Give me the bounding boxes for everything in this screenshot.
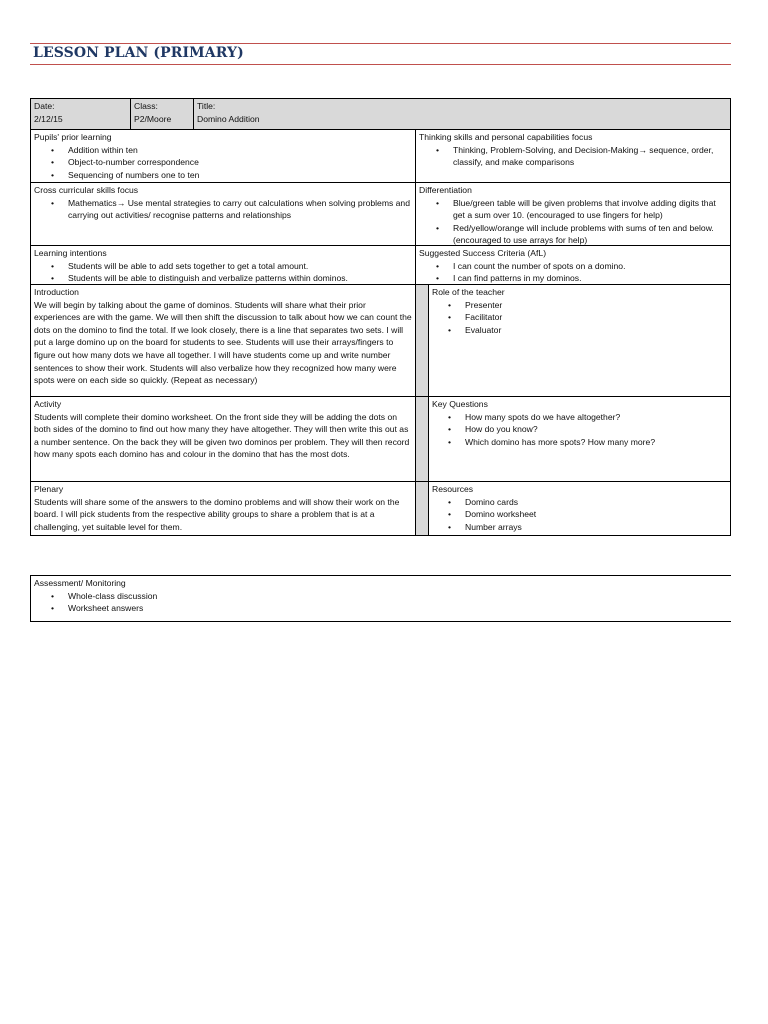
list-item: • How do you know? [465,423,727,436]
date-label: Date: [34,101,55,111]
header-row [30,98,731,130]
list-item: • Evaluator [465,324,727,337]
introduction-label: Introduction [34,287,79,297]
prior-learning-label: Pupils' prior learning [34,132,112,142]
success-criteria-cell [416,246,730,284]
learning-intentions-cell [31,246,415,284]
thinking-skills-cell [416,130,730,182]
differentiation-list [419,197,727,245]
cross-curricular-label: Cross curricular skills focus [34,185,139,195]
list-item: • Addition within ten [68,144,412,157]
resources-label: Resources [432,484,474,494]
list-item: • Blue/green table will be given problems that involve adding digits that get a sum over 10. (encouraged to use fingers for help) [453,197,727,222]
assessment-box [30,575,731,622]
resources-cell [429,482,730,535]
title-value: Domino Addition [197,113,260,124]
class-value: P2/Moore [134,113,172,124]
list-item: • Domino cards [465,496,727,509]
success-criteria-label: Suggested Success Criteria (AfL) [419,248,547,258]
differentiation-label: Differentiation [419,185,472,195]
activity-text: Students will complete their domino worksheet. On the front side they will be adding the dots on both sides of the domino to find out how many they have altogether. They will then write this out as a number sentence. On the back they will be given two dominos per problem. They will then record how many spots each domino has and colour in the domino that has the most dots. [34,411,410,460]
cross-curricular-cell [31,183,415,245]
list-item: • Whole-class discussion [68,590,727,603]
introduction-cell [31,285,415,396]
activity-cell [31,397,415,481]
column-divider [415,284,416,535]
class-cell [131,99,194,129]
assessment-list [34,590,727,615]
list-item: • Number arrays [465,521,727,534]
list-item: • Students will be able to add sets together to get a total amount. [68,260,412,273]
list-item: • Object-to-number correspondence [68,156,412,169]
header-rule-top [30,43,731,44]
role-of-teacher-label: Role of the teacher [432,287,505,297]
date-cell [31,99,131,129]
list-item: • I can find patterns in my dominos. [453,272,727,284]
list-item: • Which domino has more spots? How many more? [465,436,727,449]
resources-list [432,496,727,534]
assessment-cell [31,576,730,621]
plenary-label: Plenary [34,484,64,494]
list-item: • Thinking, Problem-Solving, and Decision-Making→ sequence, order, classify, and make comparisons [453,144,727,169]
plenary-text: Students will share some of the answers to the domino problems and will show their work on the board. I will pick students from the respective ability groups to share a problem that is at a challenging, yet suitable level for them. [34,496,400,532]
thinking-skills-list [419,144,727,169]
learning-intentions-list [34,260,412,284]
key-questions-cell [429,397,730,481]
date-value: 2/12/15 [34,113,63,124]
list-item: • How many spots do we have altogether? [465,411,727,424]
list-item: • Students will be able to distinguish and verbalize patterns within dominos. [68,272,412,284]
page-title: LESSON PLAN (PRIMARY) [33,45,244,61]
differentiation-cell [416,183,730,245]
class-label: Class: [134,101,158,111]
separator-strip [415,284,429,535]
list-item: • Presenter [465,299,727,312]
key-questions-label: Key Questions [432,399,488,409]
list-item: • Facilitator [465,311,727,324]
title-cell [194,99,724,129]
list-item: • Worksheet answers [68,602,727,615]
role-of-teacher-list [432,299,727,337]
key-questions-list [432,411,727,449]
assessment-label: Assessment/ Monitoring [34,578,126,588]
success-criteria-list [419,260,727,284]
prior-learning-list [34,144,412,182]
list-item: • Sequencing of numbers one to ten [68,169,412,182]
list-item: • Red/yellow/orange will include problems with sums of ten and below. (encouraged to use arrays for help) [453,222,727,245]
list-item: • Domino worksheet [465,508,727,521]
thinking-skills-label: Thinking skills and personal capabilities focus [419,132,593,142]
header-rule-bottom [30,64,731,65]
activity-label: Activity [34,399,62,409]
title-label: Title: [197,101,216,111]
role-of-teacher-cell [429,285,730,396]
introduction-text: We will begin by talking about the game of dominos. Students will share what their prior experiences are with the game. We will then shift the discussion to talk about how we can count the dots on the domino to find the total. If we look closely, there is a line that separates two sets. I will put a large domino up on the board for students to see. Students will use their arrays/fingers to figure out how many dots we have all together. I will have students come up and write number sentences to show their work. Students will also verbalize how they recognized how many were spots were on each side so quickly. (Repeat as necessary) [34,299,412,386]
prior-learning-cell [31,130,415,182]
lesson-grid [30,129,731,536]
cross-curricular-list [34,197,412,222]
plenary-cell [31,482,415,535]
list-item: • Mathematics→ Use mental strategies to carry out calculations when solving problems and carrying out activities/ recognise patterns and relationships [68,197,412,222]
list-item: • I can count the number of spots on a domino. [453,260,727,273]
learning-intentions-label: Learning intentions [34,248,107,258]
